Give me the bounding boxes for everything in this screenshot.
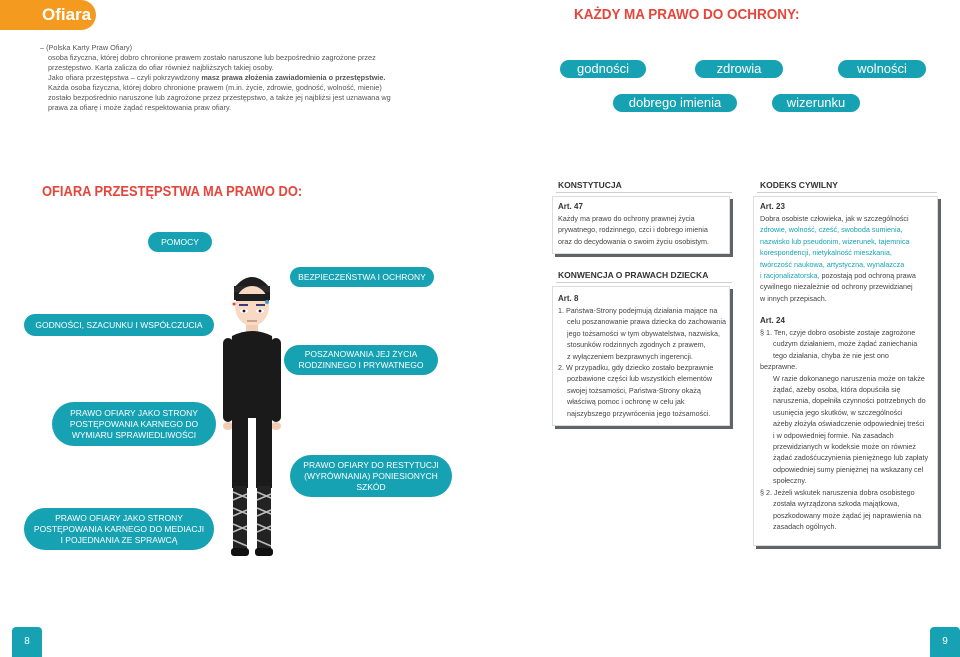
- kodeks-line-teal: i racjonalizatorska,: [760, 271, 820, 281]
- konwencja-line: celu poszanowanie prawa dziecka do zachowania: [567, 317, 727, 327]
- kodeks-line: zdrowie, wolność, cześć, swoboda sumienia,: [760, 225, 903, 235]
- kodeks-line: zasadach ogólnych.: [773, 521, 837, 531]
- figure-left-leg: [232, 418, 248, 488]
- right-help: POMOCY: [148, 232, 212, 252]
- kodeks-line: poszkodowany może żądać jej naprawienia na: [773, 510, 922, 520]
- section-tab: [0, 0, 96, 30]
- konstytucja-line: oraz do decydowania o swoim życiu osobistym.: [558, 236, 710, 246]
- intro-line: – (Polska Karty Praw Ofiary): [40, 43, 133, 52]
- rights-heading: OFIARA PRZESTĘPSTWA MA PRAWO DO:: [42, 183, 303, 200]
- figure-right-leg: [256, 418, 272, 488]
- pill-wolnosci: wolności: [838, 60, 926, 78]
- intro-line-bold: masz prawa złożenia zawiadomienia o przestępstwie.: [201, 73, 386, 82]
- intro-line: osoba fizyczna, której dobro chronione prawem zostało naruszone lub bezpośrednio zagrożone przez: [48, 53, 376, 62]
- konstytucja-line: Każdy ma prawo do ochrony prawnej życia: [558, 214, 695, 223]
- kodeks-line: społeczny.: [773, 476, 807, 486]
- page-number-left: 8: [12, 627, 42, 657]
- figure-head: [233, 277, 271, 326]
- figure-boots: [231, 486, 273, 556]
- kodeks-art23: Art. 23: [760, 202, 785, 211]
- section-tab-label: Ofiara: [42, 5, 92, 24]
- pill-dobrego-imienia: dobrego imienia: [613, 94, 737, 112]
- konstytucja-text: [558, 213, 709, 247]
- konwencja-line: 2. W przypadku, gdy dziecko zostało bezprawnie: [558, 363, 714, 373]
- right-safety: BEZPIECZEŃSTWA I OCHRONY: [290, 267, 434, 287]
- pill-zdrowia: zdrowia: [695, 60, 783, 78]
- intro-line: Jako ofiara przestępstwa – czyli pokrzywdzony: [48, 73, 202, 82]
- intro-line: prawa za ofiarę i może żądać respektowania praw ofiary.: [48, 103, 232, 112]
- pill-wizerunku: wizerunku: [772, 94, 860, 112]
- right-mediation: PRAWO OFIARY JAKO STRONY POSTĘPOWANIA KARNEGO DO MEDIACJI I POJEDNANIA ZE SPRAWCĄ: [24, 508, 214, 550]
- kodeks-line: żądać zadośćuczynienia pieniężnego lub zapłaty: [773, 453, 929, 463]
- kodeks-line: bezprawne.: [760, 362, 798, 372]
- protections-title: KAŻDY MA PRAWO DO OCHRONY:: [574, 6, 800, 23]
- kodeks-line: i w odpowiedniej formie. Na zasadach: [773, 430, 894, 440]
- kodeks-line: twórczość naukowa, artystyczna, wynalazcza: [760, 259, 905, 269]
- konstytucja-title: KONSTYTUCJA: [558, 180, 622, 190]
- kodeks-line: korespondencji, nietykalność mieszkania,: [760, 248, 892, 258]
- divider: [556, 192, 732, 193]
- kodeks-line: odpowiedniej sumy pieniężnej na wskazany cel: [773, 464, 924, 474]
- kodeks-art24: Art. 24: [760, 316, 785, 325]
- intro-line: Każda osoba fizyczna, której dobro chronione prawem (m.in. życie, zdrowie, godność, wolność, mienie): [48, 83, 382, 92]
- kodeks-line: pozostają pod ochroną prawa: [819, 271, 916, 281]
- konwencja-line: właściwą pomoc i ochronę w celu jak: [567, 397, 685, 407]
- kodeks-line: cudzym działaniem, może żądać zaniechania: [773, 339, 918, 349]
- kodeks-art23-text: [760, 213, 916, 304]
- kodeks-line: żądać, ażeby osoba, która dopuściła się: [773, 385, 901, 395]
- konwencja-line: pozbawione części lub wszystkich elementów: [567, 374, 713, 384]
- divider: [757, 192, 937, 193]
- kodeks-art24-text: [760, 327, 928, 532]
- right-justice: PRAWO OFIARY JAKO STRONY POSTĘPOWANIA KARNEGO DO WYMIARU SPRAWIEDLIWOŚCI: [52, 402, 216, 446]
- konwencja-line: stosunków rodzinnych zgodnych z prawem,: [567, 340, 706, 350]
- kodeks-line: nazwisko lub pseudonim, wizerunek, tajemnica: [760, 236, 910, 246]
- kodeks-line: ażeby złożyła oświadczenie odpowiedniej treści: [773, 419, 925, 429]
- kodeks-line: w innych przepisach.: [760, 293, 827, 303]
- konstytucja-art: Art. 47: [558, 202, 583, 211]
- intro-line: przestępstwo. Karta zalicza do ofiar również najbliższych takiej osoby.: [48, 63, 274, 72]
- kodeks-line: przewidzianych w kodeksie może on również: [773, 442, 917, 452]
- kodeks-line: usunięcia jego skutków, w szczególności: [773, 407, 903, 417]
- konwencja-line: jego tożsamości w tym obywatelstwa, nazwiska,: [567, 328, 720, 338]
- page-number-right: 9: [930, 627, 960, 657]
- konstytucja-line: prywatnego, rodzinnego, czci i dobrego imienia: [558, 225, 708, 235]
- konwencja-line: swojej tożsamości, Państwa-Strony okażą: [567, 385, 701, 395]
- konwencja-line: 1. Państwa-Strony podejmują działania mające na: [558, 306, 718, 315]
- pill-godnosci: godności: [560, 60, 646, 78]
- kodeks-line: cywilnego niezależnie od ochrony przewidzianej: [760, 282, 913, 292]
- kodeks-line: Dobra osobiste człowieka, jak w szczególności: [760, 214, 909, 223]
- intro-text: [40, 43, 400, 113]
- figure-hips: [230, 406, 274, 418]
- konwencja-line: najszybszego przywrócenia jego tożsamości.: [567, 408, 711, 418]
- figure-right-hand: [271, 422, 281, 430]
- kodeks-line: naruszenia, dopełniła czynności potrzebnych do: [773, 396, 926, 406]
- right-family-life: POSZANOWANIA JEJ ŻYCIA RODZINNEGO I PRYWATNEGO: [284, 345, 438, 375]
- konwencja-line: z wyłączeniem bezprawnych ingerencji.: [567, 351, 693, 361]
- konwencja-title: KONWENCJA O PRAWACH DZIECKA: [558, 270, 709, 280]
- figure-torso: [228, 331, 276, 408]
- kodeks-title: KODEKS CYWILNY: [760, 180, 838, 190]
- right-dignity: GODNOŚCI, SZACUNKU I WSPÓŁCZUCIA: [24, 314, 214, 336]
- kodeks-line: została wyrządzona szkoda majątkowa,: [773, 499, 900, 509]
- kodeks-line: § 2. Jeżeli wskutek naruszenia dobra osobistego: [760, 487, 915, 497]
- victim-figure-illustration: [220, 268, 284, 558]
- konwencja-text: [558, 305, 726, 419]
- kodeks-line: W razie dokonanego naruszenia może on także: [773, 373, 925, 383]
- intro-line: zostało bezpośrednio naruszone lub zagrożone przez przestępstwo, a także jej najbliżsi jest uznawana wg: [48, 93, 391, 102]
- konwencja-art: Art. 8: [558, 294, 579, 303]
- divider: [556, 282, 732, 283]
- kodeks-line: § 1. Ten, czyje dobro osobiste zostaje zagrożone: [760, 328, 916, 337]
- kodeks-line: tego działania, chyba że nie jest ono: [773, 350, 889, 360]
- right-restitution: PRAWO OFIARY DO RESTYTUCJI (WYRÓWNANIA) PONIESIONYCH SZKÓD: [290, 455, 452, 497]
- figure-left-hand: [223, 422, 233, 430]
